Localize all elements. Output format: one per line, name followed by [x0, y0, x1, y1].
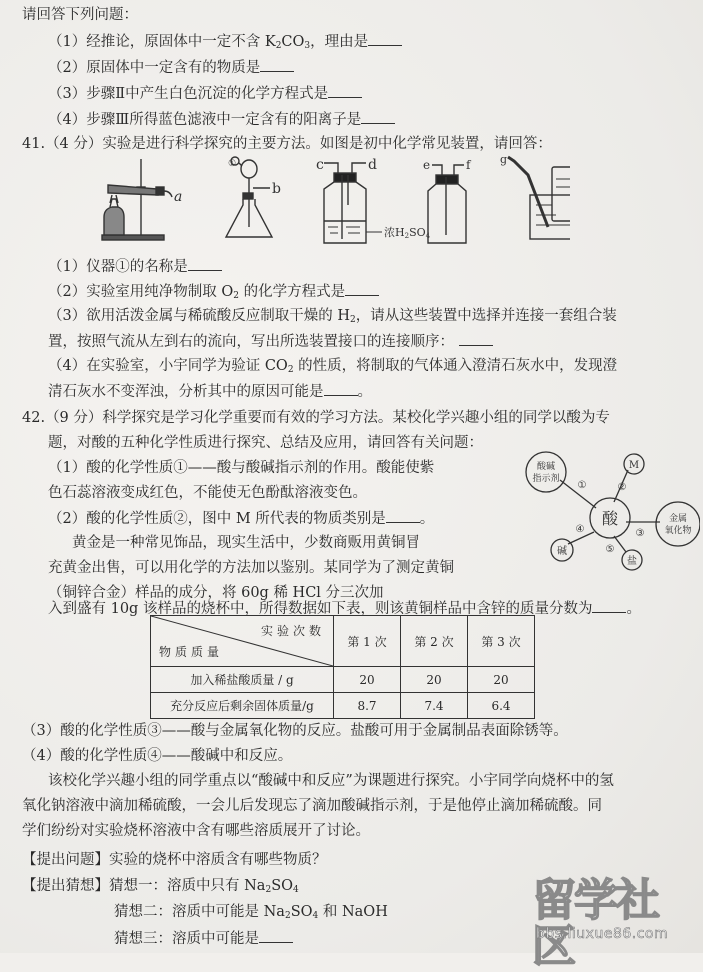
item-number: （1） — [48, 34, 87, 50]
answer-blank — [345, 281, 379, 296]
hypothesis-label: 猜想一： — [109, 878, 167, 894]
question-section — [22, 850, 327, 870]
gas-collecting-bottle-icon — [428, 165, 466, 243]
subscript: 2 — [350, 315, 356, 325]
label-b: b — [272, 181, 281, 197]
column-header: 第 2 次 — [401, 616, 468, 667]
table-cell: 7.4 — [401, 693, 468, 719]
subscript: 4 — [312, 911, 319, 921]
acid-properties-concept-map — [510, 440, 700, 580]
item-number: （4） — [48, 112, 87, 128]
q42-part-1b: 色石蕊溶液变成红色，不能使无色酚酞溶液变色。 — [48, 485, 367, 501]
item-number: （3） — [48, 308, 87, 324]
table-cell: 6.4 — [468, 693, 535, 719]
table-cell: 20 — [401, 667, 468, 693]
q42-part-3: （3）酸的化学性质③——酸与金属氧化物的反应。盐酸可用于金属制品表面除锈等。 — [22, 723, 568, 739]
q42-paragraph-2: 氧化钠溶液中滴加稀硫酸，一会儿后发现忘了滴加酸碱指示剂，于是他停止滴加稀硫酸。同 — [22, 798, 602, 814]
subscript: 2 — [284, 911, 291, 921]
diagonal-header-cell — [151, 616, 334, 667]
item-text: ，请从这些装置中选择并连接一套组合装 — [355, 308, 617, 324]
hypothesis-text: 和 NaOH — [318, 904, 388, 920]
item-number: （2） — [48, 284, 87, 300]
answer-blank — [592, 598, 626, 613]
hypothesis-text: SO — [290, 904, 313, 920]
table-cell: 20 — [468, 667, 535, 693]
q41-item-4 — [48, 356, 617, 380]
item-text: 清石灰水不变浑浊，分析其中的原因可能是 — [48, 384, 324, 400]
hypothesis-text: SO — [271, 878, 294, 894]
answer-blank — [459, 331, 493, 346]
table-header-row — [151, 616, 535, 667]
q42-brass-3: （铜锌合金）样品的成分，将 60g 稀 HCl 分三次加 — [48, 585, 384, 601]
subscript: 2 — [233, 291, 239, 301]
punctuation: 。 — [626, 601, 641, 617]
q40-item-3 — [48, 83, 362, 104]
hypothesis-text: 溶质中可能是 — [172, 931, 259, 947]
q40-item-2 — [48, 57, 294, 78]
subscript: 3 — [304, 41, 311, 51]
svg-text:酸: 酸 — [601, 509, 619, 528]
item-text: ，理由是 — [310, 34, 369, 50]
item-text: 实验室用纯净物制取 O — [86, 284, 234, 300]
item-text: 仪器①的名称是 — [86, 259, 188, 275]
table-cell: 20 — [334, 667, 401, 693]
q42-part-2 — [48, 508, 434, 529]
item-text: 在实验室，小宇同学为验证 CO — [86, 358, 288, 374]
subscript: 2 — [275, 41, 282, 51]
watermark-logo-text: 留学社区 — [532, 875, 658, 972]
svg-text:⑤: ⑤ — [605, 544, 615, 555]
section-text: 实验的烧杯中溶质含有哪些物质？ — [109, 852, 327, 868]
item-number: （1） — [48, 259, 87, 275]
q41-item-2 — [48, 281, 379, 306]
svg-text:指示剂: 指示剂 — [532, 474, 560, 484]
punctuation: 。 — [419, 511, 435, 527]
hypothesis-1 — [22, 876, 299, 900]
hypothesis-2 — [114, 902, 388, 926]
item-text: 入到盛有 10g 该样品的烧杯中，所得数据如下表，则该黄铜样品中含锌的质量分数为 — [48, 601, 593, 617]
answer-blank — [328, 83, 362, 98]
svg-text:M: M — [628, 460, 640, 471]
answer-blank — [188, 256, 222, 271]
label-e: e — [423, 158, 431, 172]
svg-text:酸碱: 酸碱 — [536, 462, 556, 472]
item-number: （2） — [48, 60, 87, 76]
q41-stem — [22, 134, 552, 154]
row-label: 加入稀盐酸质量 / g — [151, 667, 334, 693]
hypothesis-text: 溶质中可能是 Na — [172, 904, 285, 920]
watermark-url: bbs.liuxue86.com — [536, 926, 669, 942]
answer-blank — [361, 109, 395, 124]
hypothesis-label: 猜想三： — [114, 931, 172, 947]
svg-text:④: ④ — [575, 524, 585, 535]
q42-paragraph-1: 该校化学兴趣小组的同学重点以“酸碱中和反应”为课题进行探究。小宇同学向烧杯中的氢 — [48, 773, 614, 789]
label-a: a — [174, 189, 183, 205]
answer-blank — [260, 57, 294, 72]
question-score: （9 分） — [45, 410, 103, 426]
punctuation: 。 — [357, 384, 372, 400]
question-stem: 科学探究是学习化学重要而有效的学习方法。某校化学兴趣小组的同学以酸为专 — [102, 410, 610, 426]
conical-flask-icon — [226, 157, 272, 237]
q41-item-3-cont — [48, 331, 493, 352]
item-text: 的性质，将制取的气体通入澄清石灰水中，发现澄 — [293, 358, 618, 374]
item-text: CO — [281, 34, 305, 50]
table-cell: 8.7 — [334, 693, 401, 719]
svg-text:碱: 碱 — [557, 546, 567, 557]
heating-apparatus-icon — [102, 159, 172, 240]
q42-brass-1: 黄金是一种常见饰品，现实生活中，少数商贩用黄铜冒 — [72, 535, 420, 551]
item-text: 步骤Ⅱ中产生白色沉淀的化学方程式是 — [86, 86, 329, 102]
question-stem: 实验是进行科学探究的主要方法。如图是初中化学常见装置，请回答： — [102, 136, 552, 152]
intro-text: 请回答下列问题： — [22, 7, 138, 23]
subscript: 4 — [293, 885, 299, 895]
label-circled-1: ① — [228, 159, 237, 169]
question-score: （4 分） — [45, 136, 103, 152]
label-c: c — [316, 157, 324, 173]
q42-brass-2: 充黄金出售，可以用化学的方法加以鉴别。某同学为了测定黄铜 — [48, 560, 454, 576]
svg-text:金属: 金属 — [668, 514, 688, 524]
question-number: 42. — [22, 410, 46, 426]
q41-item-3 — [48, 306, 617, 330]
answer-blank — [386, 508, 420, 523]
svg-text:氧化物: 氧化物 — [664, 526, 692, 536]
svg-text:盐: 盐 — [627, 556, 637, 567]
item-text: 步骤Ⅲ所得蓝色滤液中一定含有的阳离子是 — [86, 112, 362, 128]
site-watermark — [532, 875, 692, 972]
column-header: 第 1 次 — [334, 616, 401, 667]
water-trough-icon — [508, 157, 570, 239]
question-number: 41. — [22, 136, 46, 152]
item-text: 经推论，原固体中一定不含 K — [86, 34, 276, 50]
indicator-node — [526, 452, 566, 492]
svg-text:③: ③ — [635, 528, 645, 539]
header-mass: 物质质量 — [159, 645, 224, 659]
item-text: 原固体中一定含有的物质是 — [86, 60, 261, 76]
q40-item-1 — [48, 31, 402, 56]
q42-stem-2: 题，对酸的五种化学性质进行探究、总结及应用，请回答有关问题： — [48, 435, 483, 451]
q42-part-1a: （1）酸的化学性质①——酸与酸碱指示剂的作用。酸能使紫 — [48, 460, 435, 476]
svg-text:②: ② — [617, 482, 627, 493]
q42-paragraph-3: 学们纷纷对实验烧杯溶液中含有哪些溶质展开了讨论。 — [22, 823, 370, 839]
q42-stem-1 — [22, 408, 610, 428]
q42-part-4: （4）酸的化学性质④——酸碱中和反应。 — [22, 748, 293, 764]
item-number: （3） — [48, 86, 87, 102]
label-f: f — [466, 158, 471, 172]
subscript: 2 — [287, 365, 294, 375]
metal-oxide-node — [656, 502, 700, 546]
hypothesis-text: 溶质中只有 Na — [167, 878, 266, 894]
label-d: d — [368, 157, 377, 173]
table-row — [151, 667, 535, 693]
gas-washing-bottle-icon — [324, 163, 382, 243]
answer-blank — [368, 31, 402, 46]
subscript: 2 — [265, 885, 272, 895]
header-trials: 实验次数 — [260, 624, 325, 638]
answer-blank — [259, 928, 293, 943]
q41-item-4-cont — [48, 381, 372, 402]
label-g: g — [500, 155, 508, 166]
item-text: 的化学方程式是 — [238, 284, 346, 300]
item-text: （2）酸的化学性质②，图中 M 所代表的物质类别是 — [48, 511, 386, 527]
label-conc-h2so4: 浓H2SO4 — [384, 226, 431, 240]
hypothesis-3 — [114, 928, 293, 949]
q40-item-4 — [48, 109, 395, 130]
item-text: 置，按照气流从左到右的流向，写出所选装置接口的连接顺序： — [48, 334, 454, 350]
section-tag: 【提出问题】 — [22, 852, 109, 868]
column-header: 第 3 次 — [468, 616, 535, 667]
item-text: 欲用活泼金属与稀硫酸反应制取干燥的 H — [86, 308, 350, 324]
answer-blank — [324, 381, 358, 396]
row-label: 充分反应后剩余固体质量/g — [151, 693, 334, 719]
table-row — [151, 693, 535, 719]
hypothesis-label: 猜想二： — [114, 904, 172, 920]
svg-text:①: ① — [577, 480, 587, 491]
section-tag: 【提出猜想】 — [22, 878, 109, 894]
item-number: （4） — [48, 358, 87, 374]
q41-item-1 — [48, 256, 222, 277]
lab-apparatus-diagram — [90, 155, 570, 245]
experiment-data-table — [150, 615, 535, 719]
